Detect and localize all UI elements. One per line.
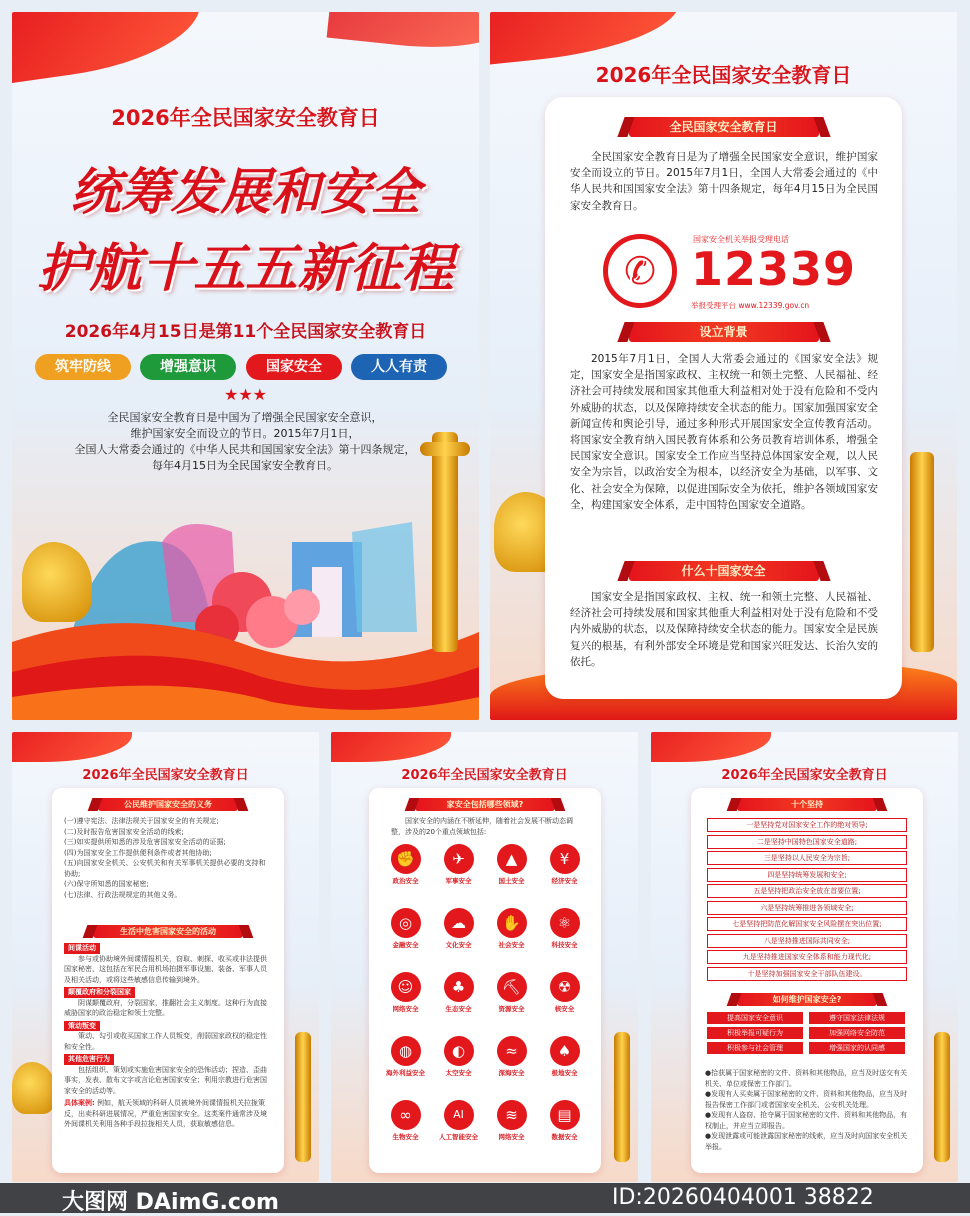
map-icon: ▲	[497, 844, 527, 874]
persist-item: 八是坚持推进国际共同安全;	[707, 934, 907, 948]
act-label: 其他危害行为	[64, 1054, 114, 1065]
poster-title: 2026年全民国家安全教育日	[401, 768, 568, 783]
poster-main	[12, 12, 479, 720]
list-item: (三)如实提供所知悉的涉及危害国家安全活动的证据;	[64, 838, 226, 846]
fields-intro: 国家安全的内涵在不断延伸，随着社会发展不断动态调整，涉及的20个重点领域包括:	[391, 817, 573, 836]
field-label: 核安全	[554, 1005, 575, 1013]
tag-chip: 增强意识	[140, 354, 236, 380]
field-item	[432, 1100, 485, 1141]
section-banner: 十个坚持	[737, 798, 877, 811]
field-label: 生物安全	[392, 1133, 419, 1141]
persist-item: 四是坚持统筹发展和安全;	[707, 868, 907, 882]
intro-line: 全国人大常委会通过的《中华人民共和国国家安全法》第十四条规定，	[74, 443, 416, 456]
mine-icon: ⛏	[497, 972, 527, 1002]
slogan-line-2: 护航十五五新征程	[37, 238, 454, 299]
list-item: (七)法律、行政法规规定的其他义务。	[64, 890, 182, 899]
huabiao-pillar-cap	[420, 442, 470, 456]
field-label: 军事安全	[445, 877, 472, 885]
section-banner: 生活中危害国家安全的活动	[93, 925, 243, 938]
field-item	[432, 844, 485, 885]
section-banner: 如何维护国家安全?	[737, 993, 877, 1006]
cloud-icon: ☁	[444, 908, 474, 938]
info-card	[691, 788, 923, 1173]
persist-item: 一是坚持党对国家安全工作的绝对领导;	[707, 818, 907, 832]
field-item	[485, 972, 538, 1013]
huabiao-pillar	[295, 1032, 311, 1162]
field-item	[379, 1100, 432, 1141]
huabiao-pillar	[910, 452, 934, 652]
intro-line: 全民国家安全教育日是中国为了增强全民国家安全意识，	[107, 411, 383, 424]
list-item: (一)遵守宪法、法律法规关于国家安全的有关规定;	[64, 817, 219, 825]
field-item	[538, 844, 591, 885]
act-label: 间谍活动	[64, 943, 100, 954]
persist-item: 六是坚持统筹推进各领域安全;	[707, 901, 907, 915]
poster-info	[490, 12, 957, 720]
field-item	[432, 972, 485, 1013]
poster-title: 2026年全民国家安全教育日	[111, 106, 380, 130]
hotline-block	[603, 232, 857, 314]
act-text: 策动、勾引或收买国家工作人员叛变，削弱国家政权的稳定性和安全性。	[64, 1032, 267, 1051]
how-pill: 加强网络安全防范	[809, 1027, 905, 1039]
huabiao-pillar	[614, 1032, 630, 1162]
people-icon: ☺	[391, 972, 421, 1002]
field-label: 海外利益安全	[386, 1069, 425, 1077]
case-block	[64, 1098, 272, 1130]
jet-icon: ✈	[444, 844, 474, 874]
list-item: (五)向国家安全机关、公安机关和有关军事机关提供必要的支持和协助;	[64, 859, 266, 878]
ai-icon: AI	[444, 1100, 474, 1130]
note-item: ●发现泄露或可能泄露国家秘密的线索，应当及时向国家安全机关举报。	[705, 1132, 908, 1151]
poster-ten-persist	[651, 732, 958, 1182]
fist-icon: ✊	[391, 844, 421, 874]
field-label: 极地安全	[551, 1069, 578, 1077]
act-label: 策动叛变	[64, 1021, 100, 1032]
poster-title: 2026年全民国家安全教育日	[721, 768, 888, 783]
yuan-icon: ¥	[550, 844, 580, 874]
phone-icon: ✆	[603, 234, 677, 308]
flag-decoration	[327, 12, 479, 56]
field-label: 社会安全	[498, 941, 525, 949]
hotline-number: 12339	[691, 242, 857, 296]
flag-decoration	[12, 12, 207, 88]
wave-icon: ≈	[497, 1036, 527, 1066]
field-item	[432, 908, 485, 949]
watermark-right: ID:20260404001 38822	[612, 1185, 874, 1210]
duties-list	[64, 816, 272, 900]
how-pill: 积极举报可疑行为	[707, 1027, 803, 1039]
list-item: (六)保守所知悉的国家秘密;	[64, 880, 149, 888]
how-pill: 积极参与社会管理	[707, 1042, 803, 1054]
nuclear-icon: ☢	[550, 972, 580, 1002]
field-item	[432, 1036, 485, 1077]
huabiao-pillar	[432, 432, 458, 652]
flag-decoration	[651, 732, 771, 762]
section-text: 全民国家安全教育日是为了增强全民国家安全意识，维护国家安全而设立的节日。2015年7月1日，全国人大常委会通过的《中华人民共和国国家安全法》第十四条规定，每年4月15日为全民国家安全教育日。	[570, 151, 878, 212]
act-text: 包括组织、策划或实施危害国家安全的恐怖活动；捏造、歪曲事实，发表、散布文字或言论危害国家安全；利用宗教进行危害国家安全的活动等。	[64, 1065, 267, 1095]
info-card	[52, 788, 284, 1173]
persist-item: 五是坚持把政治安全放在首要位置;	[707, 884, 907, 898]
field-label: 资源安全	[498, 1005, 525, 1013]
field-label: 太空安全	[445, 1069, 472, 1077]
section-text: 国家安全是指国家政权、主权、统一和领土完整、人民福祉、经济社会可持续发展和国家其他重大利益相对处于没有危险和不受内外威胁的状态，以及保障持续安全状态的能力。国家安全是民族复兴的根基，有利外部安全环境是党和国家兴旺发达、长治久安的依托。	[570, 591, 878, 668]
how-pills	[707, 1012, 907, 1058]
tag-chip: 国家安全	[246, 354, 342, 380]
how-pill: 遵守国家法律法规	[809, 1012, 905, 1024]
field-label: 政治安全	[392, 877, 419, 885]
list-item: (四)为国家安全工作提供便利条件或者其他协助;	[64, 848, 212, 857]
section-banner: 设立背景	[629, 322, 819, 342]
golden-lion-left	[12, 1062, 56, 1114]
planet-icon: ◐	[444, 1036, 474, 1066]
poster-title: 2026年全民国家安全教育日	[595, 63, 852, 87]
poster-fields	[331, 732, 638, 1182]
tag-chip: 人人有责	[351, 354, 447, 380]
case-label: 具体案例:	[64, 1099, 95, 1107]
act-text: 参与或协助境外间谍情报机关，窃取、刺探、收买或非法提供国家秘密，这包括在军民合用机场拍摄军事设施、装备、军事人员及相关活动，或将这些敏感信息传输到境外。	[64, 954, 267, 984]
act-text: 阴谋颠覆政府，分裂国家，推翻社会主义制度。这种行为直接威胁国家的政治稳定和领土完整。	[64, 998, 267, 1017]
stars-decoration: ★★★	[223, 385, 268, 404]
hotline-site: 举报受理平台 www.12339.gov.cn	[691, 301, 810, 310]
intro-line: 每年4月15日为全民国家安全教育日。	[152, 459, 338, 472]
section-banner: 全民国家安全教育日	[629, 117, 819, 137]
watermark-bar	[0, 1183, 970, 1213]
persist-item: 二是坚持中国特色国家安全道路;	[707, 835, 907, 849]
persist-item: 九是坚持推进国家安全体系和能力现代化;	[707, 950, 907, 964]
atom-icon: ⚛	[550, 908, 580, 938]
list-item: (二)及时报告危害国家安全活动的线索;	[64, 827, 184, 836]
field-item	[485, 908, 538, 949]
field-label: 人工智能安全	[439, 1133, 478, 1141]
ten-list	[707, 818, 907, 988]
field-label: 深海安全	[498, 1069, 525, 1077]
poster-duties	[12, 732, 319, 1182]
tag-chip: 筑牢防线	[35, 354, 131, 380]
how-pill: 提高国家安全意识	[707, 1012, 803, 1024]
field-item	[379, 844, 432, 885]
slogan-line-1: 统筹发展和安全	[70, 162, 421, 221]
how-notes	[705, 1068, 911, 1152]
handshake-icon: ✋	[497, 908, 527, 938]
coins-icon: ◎	[391, 908, 421, 938]
tree-icon: ♣	[444, 972, 474, 1002]
act-label: 颠覆政府和分裂国家	[64, 987, 135, 998]
field-label: 国土安全	[498, 877, 525, 885]
poster-subtitle: 2026年4月15日是第11个全民国家安全教育日	[64, 322, 427, 342]
field-item	[538, 1100, 591, 1141]
field-item	[379, 1036, 432, 1077]
field-label: 科技安全	[551, 941, 578, 949]
field-item	[485, 1036, 538, 1077]
field-label: 数据安全	[551, 1133, 578, 1141]
dna-icon: ∞	[391, 1100, 421, 1130]
field-label: 网络安全	[498, 1133, 525, 1141]
penguin-icon: ♠	[550, 1036, 580, 1066]
persist-item: 十是坚持加强国家安全干部队伍建设。	[707, 967, 907, 981]
info-card	[545, 97, 902, 699]
field-label: 网络安全	[392, 1005, 419, 1013]
flag-decoration	[12, 732, 132, 762]
watermark-left: 大图网 DAimG.com	[62, 1190, 279, 1215]
field-label: 文化安全	[445, 941, 472, 949]
section-banner: 家安全包括哪些领域?	[415, 798, 555, 811]
how-pill: 增强国家的认同感	[809, 1042, 905, 1054]
field-item	[538, 972, 591, 1013]
field-item	[379, 972, 432, 1013]
field-label: 生态安全	[445, 1005, 472, 1013]
flag-decoration	[331, 732, 451, 762]
poster-title: 2026年全民国家安全教育日	[82, 768, 249, 783]
field-item	[538, 1036, 591, 1077]
section-banner: 公民维护国家安全的义务	[98, 798, 238, 811]
globe-icon: ◍	[391, 1036, 421, 1066]
persist-item: 三是坚持以人民安全为宗旨;	[707, 851, 907, 865]
huabiao-pillar	[934, 1032, 950, 1162]
intro-text	[40, 410, 450, 474]
section-banner: 什么十国家安全	[629, 561, 819, 581]
hotline-caption: 国家安全机关举报受理电话	[693, 235, 789, 244]
intro-line: 维护国家安全而设立的节日。2015年7月1日，	[130, 427, 360, 440]
fields-grid	[379, 844, 591, 1169]
note-item: ●发现有人买卖属于国家秘密的文件、资料和其他物品，应当及时报告保密工作部门或者国家安全机关、公安机关处理。	[705, 1090, 908, 1109]
field-label: 经济安全	[551, 877, 578, 885]
note-item: ●发现有人盗窃、抢夺属于国家秘密的文件、资料和其他物品，有权制止，并应当立即报告。	[705, 1111, 908, 1130]
field-item	[379, 908, 432, 949]
wifi-icon: ≋	[497, 1100, 527, 1130]
field-item	[485, 844, 538, 885]
case-text: 例如，航天领域的科研人员被境外间谍情报机关拉拢策反，出卖科研进展情况，严重危害国家安全。这类案件通常涉及境外间谍机关利用各种手段拉拢相关人员，获取敏感信息。	[64, 1099, 267, 1128]
field-item	[485, 1100, 538, 1141]
info-card	[369, 788, 601, 1173]
section-text: 2015年7月1日，全国人大常委会通过的《国家安全法》规定，国家安全是指国家政权、主权统一和领土完整、人民福祉、经济社会可持续发展和国家其他重大利益相对处于没有危险和不受内外威胁的状态，以及保障持续安全状态的能力。国家加强国家安全新闻宣传和舆论引导，通过多种形式开展国家安全宣传教育活动。将国家安全教育纳入国民教育体系和公务员教育培训体系，增强全民国家安全意识。国家安全工作应当坚持总体国家安全观，以人民安全为宗旨，以政治安全为根本，以经济安全为基础，以军事、文化、社会安全为保障，以促进国际安全为依托，维护各领域国家安全，构建国家安全体系，走中国特色国家安全道路。	[570, 353, 878, 511]
field-item	[538, 908, 591, 949]
field-label: 金融安全	[392, 941, 419, 949]
database-icon: ▤	[550, 1100, 580, 1130]
acts-list	[64, 943, 272, 1130]
note-item: ●拾获属于国家秘密的文件、资料和其他物品，应当及时送交有关机关、单位或保密工作部门。	[705, 1069, 908, 1088]
persist-item: 七是坚持把防范化解国家安全风险摆在突出位置;	[707, 917, 907, 931]
